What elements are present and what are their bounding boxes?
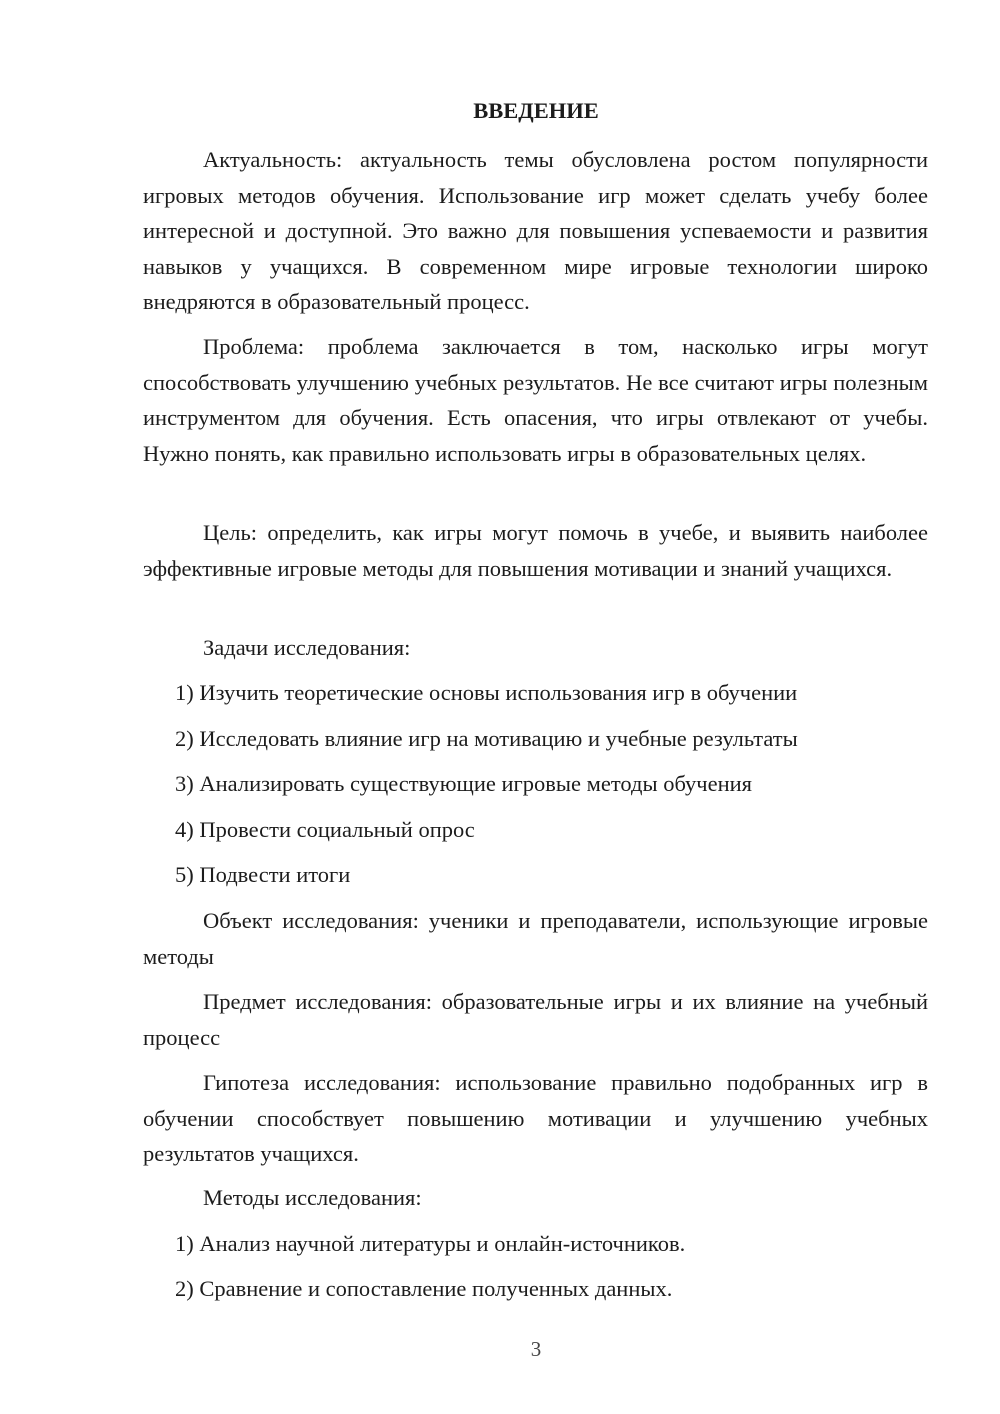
method-item: 2) Сравнение и сопоставление полученных данных. xyxy=(175,1276,673,1301)
subject-paragraph: Предмет исследования: образовательные игры и их влияние на учебный процесс xyxy=(143,989,928,1050)
task-item: 4) Провести социальный опрос xyxy=(175,817,475,842)
tasks-heading: Задачи исследования: xyxy=(203,635,411,660)
task-item: 2) Исследовать влияние игр на мотивацию и учебные результаты xyxy=(175,726,798,751)
task-item: 3) Анализировать существующие игровые методы обучения xyxy=(175,771,753,796)
problem-paragraph: Проблема: проблема заключается в том, насколько игры могут способствовать улучшению учебных результатов. Не все считают игры полезным инструментом для обучения. Есть опасения, что игры отвлекают от учебы. Нужно понять, как правильно использовать игры в образовательных целях. xyxy=(143,334,928,466)
object-paragraph: Объект исследования: ученики и преподаватели, использующие игровые методы xyxy=(143,908,928,969)
task-item: 1) Изучить теоретические основы использования игр в обучении xyxy=(175,680,798,705)
section-title: ВВЕДЕНИЕ xyxy=(473,98,599,123)
relevance-paragraph: Актуальность: актуальность темы обусловлена ростом популярности игровых методов обучения. Использование игр может сделать учебу более интересной и доступной. Это важно для повышения успеваемости и развития навыков у учащихся. В современном мире игровые технологии широко внедряются в образовательный процесс. xyxy=(143,147,928,315)
hypothesis-paragraph: Гипотеза исследования: использование правильно подобранных игр в обучении способствует повышению мотивации и улучшению учебных результатов учащихся. xyxy=(143,1070,928,1167)
task-item: 5) Подвести итоги xyxy=(175,862,351,887)
methods-heading: Методы исследования: xyxy=(203,1185,422,1210)
goal-paragraph: Цель: определить, как игры могут помочь в учебе, и выявить наиболее эффективные игровые методы для повышения мотивации и знаний учащихся. xyxy=(143,520,928,581)
page-number: 3 xyxy=(530,1337,542,1361)
method-item: 1) Анализ научной литературы и онлайн-источников. xyxy=(175,1231,686,1256)
